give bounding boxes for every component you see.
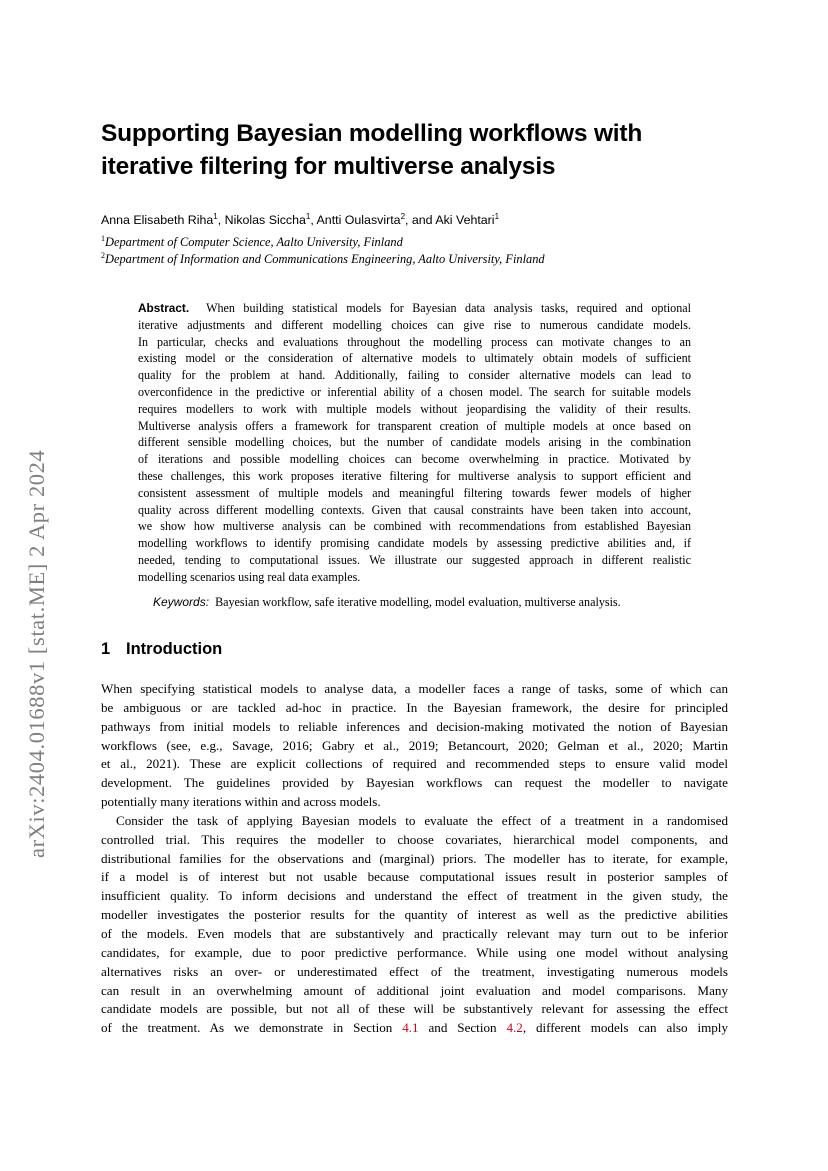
abstract-line: overconfidence in the predictive or inferential ability of a chosen model. The search for suitable models (138, 384, 691, 399)
abstract-line: modelling workflows to identify promising candidate models by assessing predictive abilities and, if (138, 536, 691, 551)
abstract-text: When building statistical models for Bayesian data analysis tasks, required and optional (206, 301, 692, 315)
body-text (101, 680, 728, 1038)
paragraph-line: Consider the task of applying Bayesian models to evaluate the effect of a treatment in a randomised (116, 812, 728, 828)
affiliation-marker: 2 (400, 212, 406, 221)
paragraph-line: development. The guidelines provided by Bayesian workflows can request the modeller to navigate (101, 775, 728, 791)
affiliation-number: 2 (101, 251, 105, 260)
paragraph-text: , different models can also imply (522, 1020, 728, 1036)
paragraph-line: candidates, for example, due to poor predictive performance. While using one model without analysing (101, 944, 728, 960)
abstract-line: needed, tending to computational issues. We illustrate our suggested approach in different realistic (138, 552, 691, 567)
paragraph-line: distributional families for the observations and (marginal) priors. The modeller has to iterate, for example, (101, 850, 728, 866)
abstract-line: iterative adjustments and different modelling choices can give rise to numerous candidate models. (138, 317, 691, 332)
section-reference-link[interactable]: 4.2 (506, 1020, 523, 1036)
paragraph-line: potentially many iterations within and across models. (101, 794, 381, 810)
abstract-line: quality across different modelling contexts. Given that causal constraints have been taken into account, (138, 502, 691, 517)
abstract-line: existing model or the consideration of alternative models to ultimately obtain models of sufficient (138, 351, 691, 366)
keywords-text: Bayesian workflow, safe iterative modelling, model evaluation, multiverse analysis. (215, 595, 621, 609)
section-reference-link[interactable]: 4.1 (402, 1020, 419, 1036)
author-name: Anna Elisabeth Riha (101, 213, 214, 228)
paragraph-line: of the models. Even models that are substantively and practically relevant may turn out to be inferior (101, 925, 728, 941)
author-name: , and Aki Vehtari (405, 213, 495, 228)
author-name: , Antti Oulasvirta (310, 213, 401, 228)
paragraph-line: modeller investigates the posterior results for the quantity of interest as well as the predictive abilities (101, 907, 728, 923)
paragraph-line (101, 1019, 728, 1038)
abstract-line: consistent assessment of multiple models and meaningful filtering towards fewer models of higher (138, 485, 691, 500)
paragraph-line: pathways from initial models to reliable inferences and decision-making motivated the notion of Bayesian (101, 718, 728, 734)
abstract-heading: Abstract. (138, 301, 190, 315)
abstract-line: modelling scenarios using real data examples. (138, 569, 361, 584)
paragraph-line: if a model is of interest but not usable because computational issues result in posterior samples of (101, 869, 728, 885)
abstract-line: In particular, checks and evaluations throughout the modelling process can motivate changes to an (138, 334, 691, 349)
arxiv-identifier-stamp: arXiv:2404.01688v1 [stat.ME] 2 Apr 2024 (24, 449, 49, 858)
section-number: 1 (101, 640, 111, 658)
section-heading (101, 640, 222, 659)
abstract-line: these challenges, this work proposes iterative filtering for multiverse analysis to support efficient and (138, 468, 691, 483)
paper-title (101, 117, 741, 183)
paragraph-text: and Section (418, 1020, 507, 1036)
affiliation (101, 234, 403, 250)
author-list (101, 212, 499, 227)
affiliation-text: Department of Information and Communications Engineering, Aalto University, Finland (105, 252, 545, 267)
abstract-line: quality for the problem at hand. Additionally, failing to consider alternative models can lead to (138, 368, 691, 383)
keywords-heading: Keywords: (153, 595, 210, 609)
affiliation-marker: 1 (305, 212, 311, 221)
title-line: iterative filtering for multiverse analysis (101, 153, 556, 180)
abstract-line: different sensible modelling choices, but the number of candidate models arising in the combination (138, 435, 691, 450)
paragraph-line: can result in an overwhelming amount of additional joint evaluation and model comparisons. Many (101, 982, 728, 998)
abstract (138, 300, 691, 586)
abstract-line (138, 300, 691, 317)
paragraph-line: et al., 2021). These are explicit collections of required and recommended steps to ensure valid model (101, 756, 728, 772)
abstract-line: of iterations and possible modelling choices can become overwhelming in practice. Motivated by (138, 452, 691, 467)
affiliation (101, 251, 545, 267)
affiliation-marker: 1 (494, 212, 500, 221)
abstract-line: we show how multiverse analysis can be combined with recommendations from established Bayesian (138, 519, 691, 534)
paragraph-line: controlled trial. This requires the modeller to choose covariates, hierarchical model components, and (101, 831, 728, 847)
paragraph-text: of the treatment. As we demonstrate in Section (101, 1020, 403, 1036)
author-name: , Nikolas Siccha (217, 213, 306, 228)
keywords (153, 595, 621, 610)
paragraph-line: workflows (see, e.g., Savage, 2016; Gabry et al., 2019; Betancourt, 2020; Gelman et al., 2020; Martin (101, 737, 728, 753)
affiliation-number: 1 (101, 234, 105, 243)
abstract-line: Multiverse analysis offers a framework for transparent creation of multiple models at once based on (138, 418, 691, 433)
abstract-line: requires modellers to work with multiple models without jeopardising the validity of their results. (138, 401, 691, 416)
paragraph-line: When specifying statistical models to analyse data, a modeller faces a range of tasks, some of which can (101, 681, 728, 696)
paragraph-line: candidate models are possible, but not all of these will be substantively relevant for assessing the effect (101, 1001, 728, 1017)
title-line: Supporting Bayesian modelling workflows with (101, 120, 643, 147)
affiliation-text: Department of Computer Science, Aalto University, Finland (105, 235, 403, 250)
paragraph-line: alternatives risks an over- or underestimated effect of the treatment, investigating numerous models (101, 963, 728, 979)
affiliation-marker: 1 (213, 212, 218, 221)
paragraph-line: be ambiguous or are tackled ad-hoc in practice. In the Bayesian framework, the desire for principled (101, 699, 728, 715)
paragraph-line: insufficient quality. To inform decisions and understand the effect of treatment in the given study, the (101, 888, 728, 904)
section-title: Introduction (126, 640, 223, 658)
